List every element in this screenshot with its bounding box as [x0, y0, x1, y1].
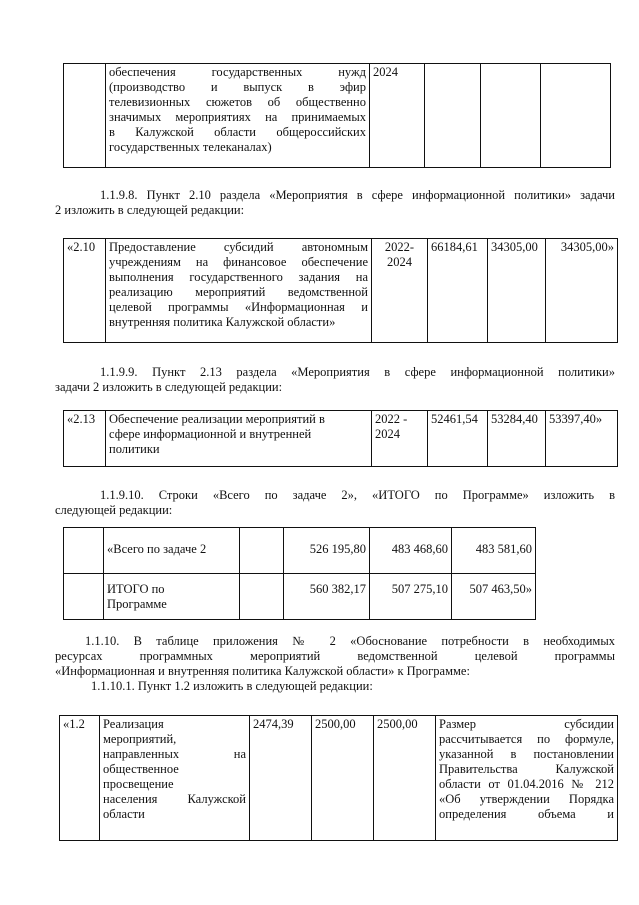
- text-line: области: [103, 807, 145, 821]
- table-item-1-2: [59, 715, 618, 841]
- paragraph-line: 2 изложить в следующей редакции:: [55, 203, 245, 217]
- table-cell-name: [106, 239, 372, 343]
- table-cell-name: [106, 64, 370, 168]
- table-cell-empty: [240, 574, 284, 620]
- table-cell-value: 560 382,17: [284, 574, 370, 620]
- table-cell-num: [64, 574, 104, 620]
- text-line: в Калужской области общероссийских: [109, 125, 366, 139]
- table-cell-num: [64, 64, 106, 168]
- text-line: просвещение: [103, 777, 174, 791]
- text-line: Размер субсидии: [439, 717, 614, 731]
- paragraph-1-9-9: [55, 365, 615, 395]
- text-line: реализацию мероприятий ведомственной: [109, 285, 368, 299]
- table-cell-value: 66184,61: [428, 239, 488, 343]
- table-cell-value: 52461,54: [428, 411, 488, 467]
- table-cell-value: 483 581,60: [452, 528, 536, 574]
- text-line: области от 01.04.2016 № 212: [439, 777, 614, 791]
- table-cell-value: 526 195,80: [284, 528, 370, 574]
- table-cell-value: 34305,00»: [546, 239, 618, 343]
- table-cell-value: 507 275,10: [370, 574, 452, 620]
- text-line: учреждениям на финансовое обеспечение: [109, 255, 368, 269]
- text-line: Реализация: [103, 717, 164, 731]
- paragraph-line: ресурсах программных мероприятий ведомственной целевой программы: [55, 649, 615, 663]
- table-cell-name: [100, 716, 250, 841]
- table-cell-label: [104, 574, 240, 620]
- text-line: мероприятий,: [103, 732, 177, 746]
- text-line: (производство и выпуск в эфир: [109, 80, 366, 94]
- table-cell-value: 53397,40»: [546, 411, 618, 467]
- paragraph-1-10: [55, 634, 615, 694]
- table-item-2-10: [63, 238, 618, 343]
- text-line: Обеспечение реализации мероприятий в: [109, 412, 325, 426]
- table-cell-note: [436, 716, 618, 841]
- paragraph-line: 1.1.9.8. Пункт 2.10 раздела «Мероприятия в сфере информационной политики» задачи: [100, 188, 615, 202]
- text-line: определения объема и: [439, 807, 614, 821]
- table-cell-empty: [240, 528, 284, 574]
- table-cell-value: 53284,40: [488, 411, 546, 467]
- text-line: Программе: [107, 597, 167, 611]
- text-line: внутренняя политика Калужской области»: [109, 315, 336, 329]
- table-cell-num: «2.10: [64, 239, 106, 343]
- table-cell-value: 2500,00: [312, 716, 374, 841]
- table-cell-num: «2.13: [64, 411, 106, 467]
- table-cell-label: «Всего по задаче 2: [104, 528, 240, 574]
- text-line: целевой программы «Информационная и: [109, 300, 368, 314]
- table-item-2-13: [63, 410, 618, 467]
- paragraph-line: «Информационная и внутренняя политика Калужской области» к Программе:: [55, 664, 470, 678]
- year-start: 2022 -: [375, 412, 408, 426]
- paragraph-line: задачи 2 изложить в следующей редакции:: [55, 380, 283, 394]
- text-line: направленных на: [103, 747, 246, 761]
- table-cell-value: [425, 64, 481, 168]
- text-line: общественное: [103, 762, 179, 776]
- text-line: телевизионных сюжетов об общественно: [109, 95, 366, 109]
- paragraph-line: 1.1.10.1. Пункт 1.2 изложить в следующей редакции:: [91, 679, 373, 693]
- table-cell-value: 483 468,60: [370, 528, 452, 574]
- text-line: значимых мероприятиях на принимаемых: [109, 110, 366, 124]
- table-cell-year: [372, 239, 428, 343]
- text-line: ИТОГО по: [107, 582, 165, 596]
- text-line: сфере информационной и внутренней: [109, 427, 312, 441]
- table-cell-name: [106, 411, 372, 467]
- text-line: рассчитывается по формуле,: [439, 732, 614, 746]
- paragraph-line: 1.1.10. В таблице приложения № 2 «Обоснование потребности в необходимых: [85, 634, 615, 648]
- year-end: 2024: [387, 255, 412, 269]
- text-line: выполнения государственного задания на: [109, 270, 368, 284]
- year-end: 2024: [375, 427, 400, 441]
- table-totals: [63, 527, 536, 620]
- table-cell-value: 2474,39: [250, 716, 312, 841]
- table-cell-num: «1.2: [60, 716, 100, 841]
- text-line: Предоставление субсидий автономным: [109, 240, 368, 254]
- text-line: «Об утверждении Порядка: [439, 792, 614, 806]
- table-cell-year: 2024: [370, 64, 425, 168]
- paragraph-line: 1.1.9.9. Пункт 2.13 раздела «Мероприятия в сфере информационной политики»: [100, 365, 615, 379]
- text-line: населения Калужской: [103, 792, 246, 806]
- paragraph-1-9-10: [55, 488, 615, 518]
- paragraph-1-9-8: [55, 188, 615, 218]
- paragraph-line: следующей редакции:: [55, 503, 173, 517]
- year-start: 2022-: [384, 240, 415, 254]
- table-cell-value: [541, 64, 611, 168]
- table-cell-value: 34305,00: [488, 239, 546, 343]
- table-cell-num: [64, 528, 104, 574]
- table-cell-year: [372, 411, 428, 467]
- text-line: Правительства Калужской: [439, 762, 614, 776]
- table-cell-value: 507 463,50»: [452, 574, 536, 620]
- table-cell-value: 2500,00: [374, 716, 436, 841]
- text-line: указанной в постановлении: [439, 747, 614, 761]
- text-line: обеспечения государственных нужд: [109, 65, 366, 79]
- paragraph-line: 1.1.9.10. Строки «Всего по задаче 2», «ИТОГО по Программе» изложить в: [100, 488, 615, 502]
- table-cell-value: [481, 64, 541, 168]
- text-line: политики: [109, 442, 160, 456]
- table-continuation: [63, 63, 611, 168]
- text-line: государственных телеканалах): [109, 140, 272, 154]
